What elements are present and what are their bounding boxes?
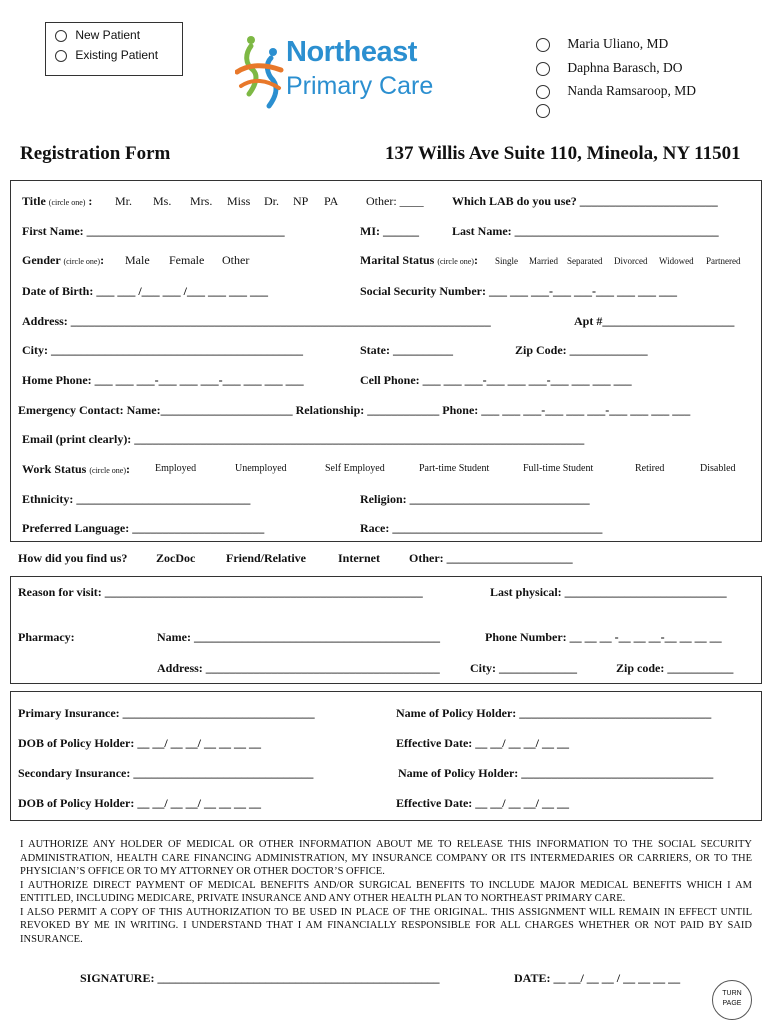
radio-circle-icon[interactable] bbox=[536, 104, 550, 118]
work-status-label: Work Status (circle one): bbox=[22, 462, 130, 476]
doctor-option-3[interactable] bbox=[536, 83, 696, 99]
title-mrs[interactable]: Mrs. bbox=[190, 194, 213, 208]
address-field[interactable]: Address: ______________________________________________________________________ bbox=[22, 314, 491, 328]
authorization-text bbox=[20, 838, 752, 946]
clinic-address: 137 Willis Ave Suite 110, Mineola, NY 11501 bbox=[385, 143, 741, 164]
authorization-paragraph-3: I ALSO PERMIT A COPY OF THIS AUTHORIZATION TO BE USED IN PLACE OF THE ORIGINAL. THIS ASSIGNMENT WILL REMAIN IN EFFECT UNTIL REVOKED BY ME IN WRITING. I UNDERSTAND THAT I AM FINANCIALLY RESPONSIBLE FOR ALL CHARGES WHETHER OR NOT PAID BY SAID INSURANCE. bbox=[20, 906, 752, 945]
secondary-insurance-field[interactable]: Secondary Insurance: ______________________________ bbox=[18, 766, 314, 780]
mi-field[interactable]: MI: ______ bbox=[360, 224, 419, 238]
title-pa[interactable]: PA bbox=[324, 194, 339, 208]
title-other-field[interactable]: Other: ____ bbox=[366, 194, 424, 208]
last-physical-field[interactable]: Last physical: ___________________________ bbox=[490, 585, 727, 599]
reason-for-visit-field[interactable]: Reason for visit: _____________________________________________________ bbox=[18, 585, 423, 599]
title-mr[interactable]: Mr. bbox=[115, 194, 133, 208]
gender-female[interactable]: Female bbox=[169, 253, 205, 267]
existing-patient-option[interactable] bbox=[55, 48, 158, 62]
emergency-contact-field[interactable]: Emergency Contact: Name:______________________ Relationship: ____________ Phone: ___ ___ ___-___ ___ ___-___ ___ ___ ___ bbox=[18, 403, 691, 417]
pharmacy-zip-field[interactable]: Zip code: ___________ bbox=[616, 661, 734, 675]
state-field[interactable]: State: __________ bbox=[360, 343, 453, 357]
effective-date-1-field[interactable]: Effective Date: __ __/ __ __/ __ __ bbox=[396, 736, 569, 750]
work-disabled[interactable]: Disabled bbox=[700, 463, 736, 474]
title-dr[interactable]: Dr. bbox=[264, 194, 279, 208]
authorization-paragraph-2: I AUTHORIZE DIRECT PAYMENT OF MEDICAL BENEFITS AND/OR SURGICAL BENEFITS TO INCLUDE MAJOR MEDICAL BENEFITS WHICH I AM ENTITLED, INCLUDING MEDICARE, PRIVATE INSURANCE AND ANY OTHER HEALTH PLAN TO NORTHEAST PRIMARY CARE. bbox=[20, 879, 752, 904]
gender-male[interactable]: Male bbox=[125, 253, 150, 267]
date-field[interactable]: DATE: __ __/ __ __ / __ __ __ __ bbox=[514, 971, 681, 985]
language-field[interactable]: Preferred Language: ______________________ bbox=[22, 521, 265, 535]
logo-figures-icon bbox=[235, 34, 285, 110]
find-zocdoc[interactable]: ZocDoc bbox=[156, 551, 196, 565]
doctor-name: Maria Uliano, MD bbox=[567, 36, 669, 51]
signature-field[interactable]: SIGNATURE: _______________________________________________ bbox=[80, 971, 440, 985]
ethnicity-field[interactable]: Ethnicity: _____________________________ bbox=[22, 492, 251, 506]
find-internet[interactable]: Internet bbox=[338, 551, 380, 565]
work-self-employed[interactable]: Self Employed bbox=[325, 463, 385, 474]
find-other-field[interactable]: Other: _____________________ bbox=[409, 551, 573, 565]
policy-holder-2-dob-field[interactable]: DOB of Policy Holder: __ __/ __ __/ __ __ __ __ bbox=[18, 796, 261, 810]
ssn-field[interactable]: Social Security Number: ___ ___ ___-___ ___-___ ___ ___ ___ bbox=[360, 284, 677, 298]
title-ms[interactable]: Ms. bbox=[153, 194, 172, 208]
logo-line2: Primary Care bbox=[286, 72, 434, 100]
religion-field[interactable]: Religion: ______________________________ bbox=[360, 492, 590, 506]
work-retired[interactable]: Retired bbox=[635, 463, 665, 474]
radio-circle-icon[interactable] bbox=[55, 50, 67, 62]
primary-insurance-field[interactable]: Primary Insurance: ________________________________ bbox=[18, 706, 315, 720]
policy-holder-2-field[interactable]: Name of Policy Holder: ________________________________ bbox=[398, 766, 714, 780]
existing-patient-label: Existing Patient bbox=[75, 48, 159, 62]
email-field[interactable]: Email (print clearly): ___________________________________________________________________________ bbox=[22, 432, 585, 446]
turn-label: TURN bbox=[722, 990, 742, 997]
race-field[interactable]: Race: ___________________________________ bbox=[360, 521, 603, 535]
marital-separated[interactable]: Separated bbox=[567, 256, 603, 266]
turn-page-badge bbox=[712, 980, 752, 1020]
form-title: Registration Form bbox=[20, 143, 171, 164]
page-label: PAGE bbox=[722, 1000, 742, 1007]
logo bbox=[235, 34, 434, 110]
work-employed[interactable]: Employed bbox=[155, 463, 197, 474]
marital-label: Marital Status (circle one): bbox=[360, 253, 478, 267]
logo-line1: Northeast bbox=[286, 36, 417, 68]
radio-circle-icon[interactable] bbox=[55, 30, 67, 42]
doctor-name: Nanda Ramsaroop, MD bbox=[567, 83, 696, 98]
pharmacy-city-field[interactable]: City: _____________ bbox=[470, 661, 577, 675]
home-phone-field[interactable]: Home Phone: ___ ___ ___-___ ___ ___-___ ___ ___ ___ bbox=[22, 373, 304, 387]
marital-partnered[interactable]: Partnered bbox=[706, 256, 741, 266]
marital-divorced[interactable]: Divorced bbox=[614, 256, 648, 266]
marital-married[interactable]: Married bbox=[529, 256, 558, 266]
find-friend-relative[interactable]: Friend/Relative bbox=[226, 551, 306, 565]
policy-holder-1-field[interactable]: Name of Policy Holder: ________________________________ bbox=[396, 706, 712, 720]
doctor-option-2[interactable] bbox=[536, 60, 682, 76]
radio-circle-icon[interactable] bbox=[536, 38, 550, 52]
work-full-time-student[interactable]: Full-time Student bbox=[523, 463, 594, 474]
marital-single[interactable]: Single bbox=[495, 256, 519, 266]
radio-circle-icon[interactable] bbox=[536, 62, 550, 76]
title-field: Title (circle one) : bbox=[22, 194, 93, 208]
doctor-option-1[interactable] bbox=[536, 36, 668, 52]
work-part-time-student[interactable]: Part-time Student bbox=[419, 463, 490, 474]
dob-field[interactable]: Date of Birth: ___ ___ /___ ___ /___ ___ ___ ___ bbox=[22, 284, 268, 298]
doctor-name: Daphna Barasch, DO bbox=[567, 60, 683, 75]
first-name-field[interactable]: First Name: _________________________________ bbox=[22, 224, 285, 238]
pharmacy-phone-field[interactable]: Phone Number: __ __ __ -__ __ __-__ __ __ __ bbox=[485, 630, 722, 644]
zip-field[interactable]: Zip Code: _____________ bbox=[515, 343, 648, 357]
radio-circle-icon[interactable] bbox=[536, 85, 550, 99]
cell-phone-field[interactable]: Cell Phone: ___ ___ ___-___ ___ ___-___ ___ ___ ___ bbox=[360, 373, 632, 387]
pharmacy-label: Pharmacy: bbox=[18, 630, 75, 644]
policy-holder-1-dob-field[interactable]: DOB of Policy Holder: __ __/ __ __/ __ __ __ __ bbox=[18, 736, 261, 750]
effective-date-2-field[interactable]: Effective Date: __ __/ __ __/ __ __ bbox=[396, 796, 569, 810]
gender-label: Gender (circle one): bbox=[22, 253, 105, 267]
work-unemployed[interactable]: Unemployed bbox=[235, 463, 287, 474]
lab-field[interactable]: Which LAB do you use? _______________________ bbox=[452, 194, 718, 208]
marital-widowed[interactable]: Widowed bbox=[659, 256, 694, 266]
authorization-paragraph-1: I AUTHORIZE ANY HOLDER OF MEDICAL OR OTHER INFORMATION ABOUT ME TO RELEASE THIS INFORMATION TO THE SOCIAL SECURITY ADMINISTRATION, HEALTH CARE FINANCING ADMINISTRATION, MY INSURANCE COMPANY OR ITS INTERMEDARIES OR CARRIERS, OR TO THE PHYSICIAN’S OFFICE OR TO MY ATTORNEY OR OTHER DOCTOR’S OFFICE. bbox=[20, 839, 752, 877]
pharmacy-address-field[interactable]: Address: _______________________________________ bbox=[157, 661, 440, 675]
new-patient-label: New Patient bbox=[75, 28, 141, 42]
new-patient-option[interactable] bbox=[55, 28, 140, 42]
pharmacy-name-field[interactable]: Name: _________________________________________ bbox=[157, 630, 440, 644]
title-np[interactable]: NP bbox=[293, 194, 309, 208]
city-field[interactable]: City: __________________________________________ bbox=[22, 343, 303, 357]
doctor-option-4[interactable] bbox=[536, 102, 550, 120]
find-us-label: How did you find us? bbox=[18, 551, 128, 565]
apt-field[interactable]: Apt #______________________ bbox=[574, 314, 735, 328]
title-miss[interactable]: Miss bbox=[227, 194, 251, 208]
last-name-field[interactable]: Last Name: __________________________________ bbox=[452, 224, 719, 238]
gender-other[interactable]: Other bbox=[222, 253, 250, 267]
